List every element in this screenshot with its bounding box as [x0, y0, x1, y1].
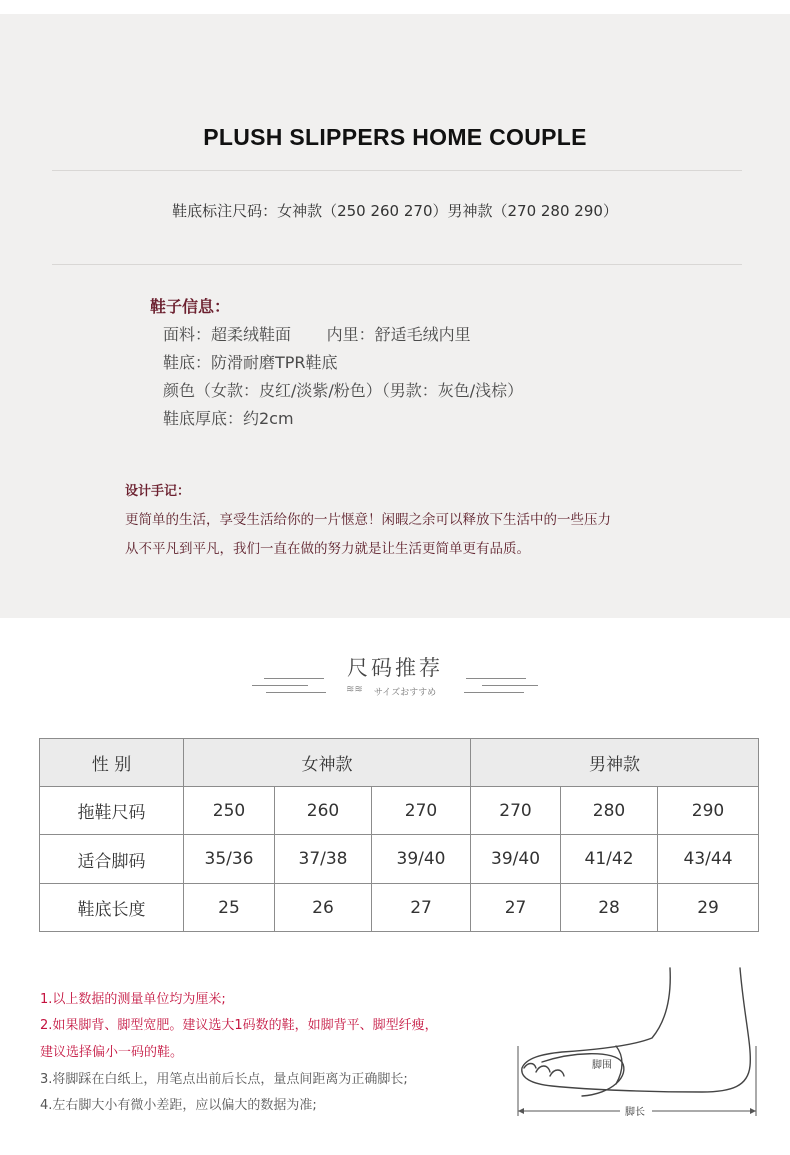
table-cell: 290	[658, 787, 759, 835]
table-header-row	[40, 739, 759, 787]
table-row	[40, 787, 759, 835]
measurement-note: 1.以上数据的测量单位均为厘米;	[40, 992, 226, 1007]
foot-length-label: 脚长	[625, 1107, 645, 1118]
thickness-line: 鞋底厚底：约2cm	[163, 409, 294, 428]
table-cell: 26	[275, 884, 372, 932]
table-cell: 37/38	[275, 835, 372, 884]
table-cell: 28	[561, 884, 658, 932]
size-recommendation-title: 尺码推荐	[347, 656, 443, 680]
table-row-label: 适合脚码	[40, 835, 184, 884]
design-notes-line: 更简单的生活，享受生活给你的一片惬意！闲暇之余可以释放下生活中的一些压力	[125, 512, 611, 528]
table-cell: 27	[471, 884, 561, 932]
measurement-note: 3.将脚踩在白纸上，用笔点出前后长点，量点间距离为正确脚长;	[40, 1072, 408, 1087]
measurement-note: 建议选择偏小一码的鞋。	[40, 1045, 184, 1060]
table-cell: 39/40	[471, 835, 561, 884]
foot-girth-label: 脚围	[592, 1060, 612, 1071]
table-row-label: 拖鞋尺码	[40, 787, 184, 835]
design-notes-line: 从不平凡到平凡，我们一直在做的努力就是让生活更简单更有品质。	[125, 541, 530, 557]
table-cell: 43/44	[658, 835, 759, 884]
sole-line: 鞋底：防滑耐磨TPR鞋底	[163, 353, 338, 372]
page-title: PLUSH SLIPPERS HOME COUPLE	[203, 124, 587, 150]
table-cell: 280	[561, 787, 658, 835]
table-cell: 35/36	[184, 835, 275, 884]
table-header-cell: 性 别	[40, 739, 184, 787]
size-table	[39, 738, 759, 932]
table-cell: 39/40	[372, 835, 471, 884]
measurement-note: 4.左右脚大小有微小差距，应以偏大的数据为准;	[40, 1098, 317, 1113]
table-header-cell: 男神款	[471, 739, 759, 787]
foot-measurement-illustration	[512, 966, 762, 1126]
table-cell: 25	[184, 884, 275, 932]
divider	[52, 264, 742, 265]
table-row	[40, 884, 759, 932]
sole-size-note: 鞋底标注尺码：女神款（250 260 270）男神款（270 280 290）	[172, 202, 618, 220]
table-cell: 29	[658, 884, 759, 932]
table-cell: 270	[471, 787, 561, 835]
table-cell: 41/42	[561, 835, 658, 884]
measurement-note: 2.如果脚背、脚型宽肥。建议选大1码数的鞋，如脚背平、脚型纤瘦，	[40, 1018, 438, 1033]
table-header-cell: 女神款	[184, 739, 471, 787]
material-line: 面料：超柔绒鞋面 内里：舒适毛绒内里	[163, 325, 471, 344]
table-row	[40, 835, 759, 884]
divider	[52, 170, 742, 171]
size-recommendation-subtitle: サイズおすすめ	[373, 688, 437, 698]
design-notes-heading: 设计手记：	[125, 484, 191, 499]
table-row-label: 鞋底长度	[40, 884, 184, 932]
table-cell: 260	[275, 787, 372, 835]
table-cell: 27	[372, 884, 471, 932]
shoe-info-heading: 鞋子信息：	[150, 297, 231, 316]
colors-line: 颜色（女款：皮红/淡紫/粉色）（男款：灰色/浅棕）	[163, 381, 524, 400]
wave-icon: ≋≋	[346, 684, 363, 695]
table-cell: 270	[372, 787, 471, 835]
table-cell: 250	[184, 787, 275, 835]
